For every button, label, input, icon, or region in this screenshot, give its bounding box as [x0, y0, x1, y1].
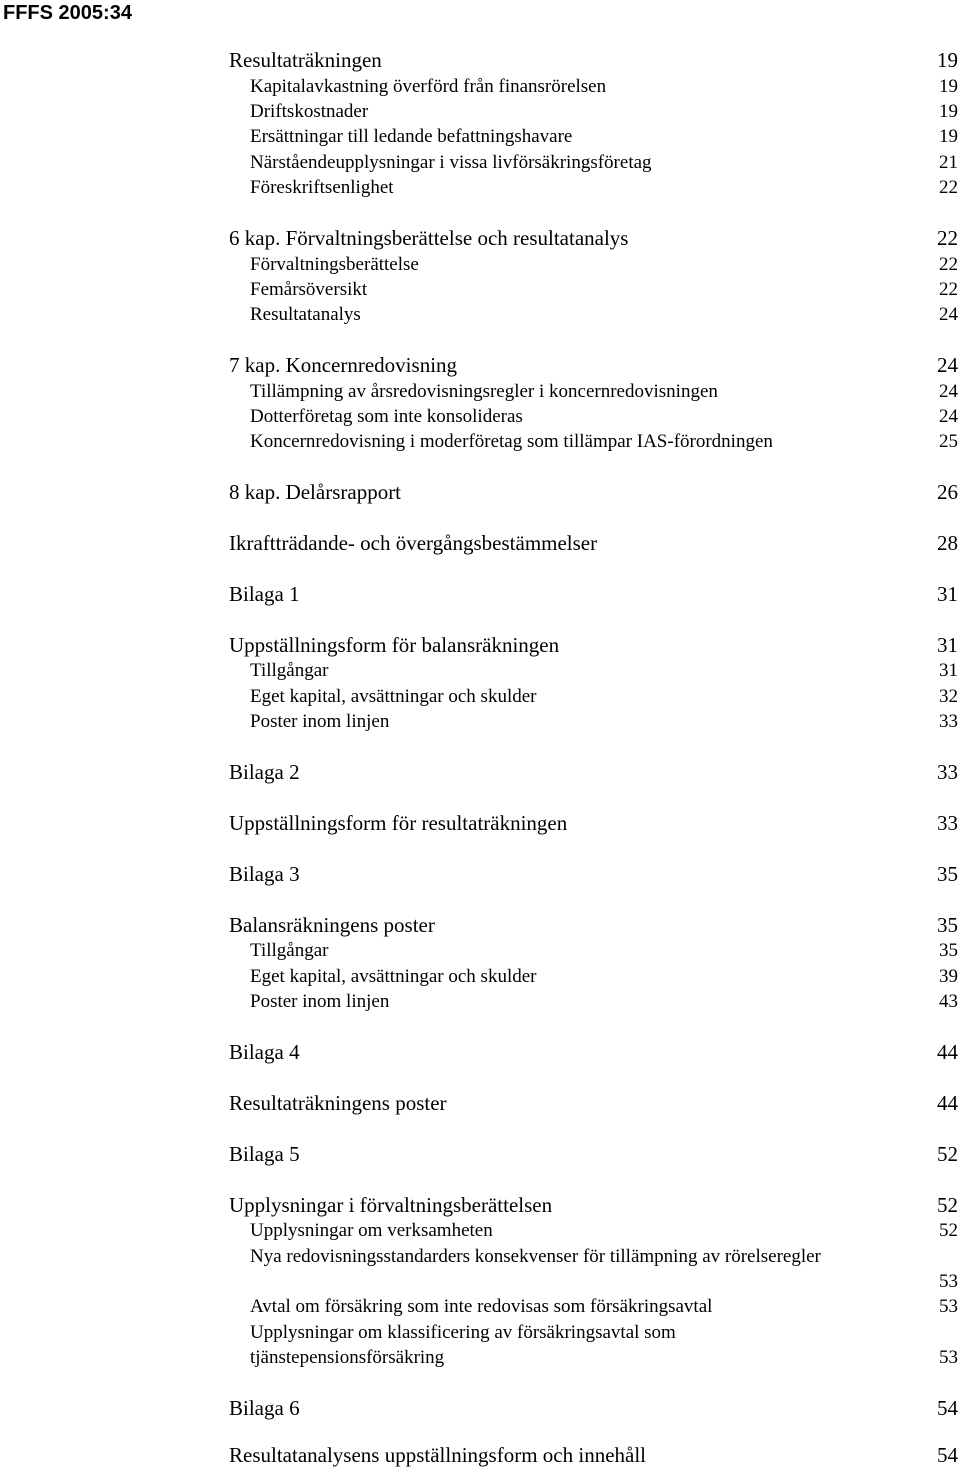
toc-entry — [250, 404, 958, 429]
toc-entry — [250, 1345, 958, 1370]
toc-entry-page: 31 — [939, 660, 958, 681]
toc-entry-page: 24 — [939, 406, 958, 427]
toc-entry-page: 52 — [939, 1220, 958, 1241]
toc-entry-page: 54 — [937, 1443, 958, 1467]
toc-entry — [250, 99, 958, 124]
toc-entry — [250, 989, 958, 1014]
toc-entry-page: 43 — [939, 991, 958, 1012]
toc-entry-page: 53 — [939, 1271, 958, 1292]
toc-entry-page: 22 — [937, 226, 958, 250]
toc-entry — [229, 1193, 958, 1218]
toc-entry-page: 24 — [937, 353, 958, 377]
toc-entry-page: 24 — [939, 381, 958, 402]
toc-entry-title: Resultatanalysens uppställningsform och innehåll — [229, 1443, 647, 1467]
toc-entry-page: 35 — [937, 862, 958, 886]
toc-entry-title: Nya redovisningsstandarders konsekvenser för tillämpning av rörelseregler — [250, 1246, 821, 1267]
toc-entry-page: 33 — [937, 760, 958, 784]
toc-entry-title: tjänstepensionsförsäkring — [250, 1347, 445, 1368]
toc-entry-title: Tillämpning av årsredovisningsregler i koncernredovisningen — [250, 381, 718, 402]
toc-entry-title: 7 kap. Koncernredovisning — [229, 353, 458, 377]
toc-entry — [229, 633, 958, 658]
toc-entry-title: Bilaga 3 — [229, 862, 300, 886]
toc-entry-title: Resultaträkningen — [229, 48, 382, 72]
toc-entry — [250, 277, 958, 302]
toc-entry — [229, 862, 958, 887]
toc-entry-title: Uppställningsform för balansräkningen — [229, 633, 560, 657]
toc-entry — [229, 1040, 958, 1065]
toc-entry — [229, 353, 958, 378]
toc-entry-title: Ikraftträdande- och övergångsbestämmelser — [229, 531, 598, 555]
toc-entry — [250, 709, 958, 734]
toc-entry — [250, 1244, 958, 1269]
toc-entry-title: Resultatanalys — [250, 304, 361, 325]
toc-entry-title: 6 kap. Förvaltningsberättelse och resultatanalys — [229, 226, 629, 250]
toc-entry-page: 22 — [939, 254, 958, 275]
toc-entry-page: 35 — [937, 913, 958, 937]
toc-entry-page: 53 — [939, 1347, 958, 1368]
toc-entry-page: 52 — [937, 1193, 958, 1217]
toc-entry-title: Bilaga 4 — [229, 1040, 300, 1064]
toc-entry-title: 8 kap. Delårsrapport — [229, 480, 402, 504]
toc-entry — [229, 48, 958, 73]
toc-entry — [229, 811, 958, 836]
toc-entry-page: 52 — [937, 1142, 958, 1166]
toc-entry-title: Avtal om försäkring som inte redovisas som försäkringsavtal — [250, 1296, 713, 1317]
toc-entry-page: 19 — [937, 48, 958, 72]
toc-entry-page: 53 — [939, 1296, 958, 1317]
toc-entry — [229, 913, 958, 938]
toc-entry-title: Koncernredovisning i moderföretag som tillämpar IAS-förordningen — [250, 431, 773, 452]
toc-entry-title: Upplysningar om verksamheten — [250, 1220, 493, 1241]
toc-entry-title: Bilaga 6 — [229, 1396, 300, 1420]
toc-entry — [250, 938, 958, 963]
toc-entry-page: 44 — [937, 1040, 958, 1064]
toc-entry-page: 28 — [937, 531, 958, 555]
toc-entry-title: Närståendeupplysningar i vissa livförsäkringsföretag — [250, 152, 652, 173]
toc-entry-title: Uppställningsform för resultaträkningen — [229, 811, 568, 835]
toc-entry-title: Bilaga 5 — [229, 1142, 300, 1166]
toc-entry-page: 19 — [939, 126, 958, 147]
toc-entry-page: 22 — [939, 279, 958, 300]
toc-entry — [229, 1396, 958, 1421]
toc-entry-page: 25 — [939, 431, 958, 452]
toc-entry-page: 19 — [939, 101, 958, 122]
toc-entry-title: Upplysningar i förvaltningsberättelsen — [229, 1193, 553, 1217]
toc-entry — [229, 480, 958, 505]
toc-entry-title: Tillgångar — [250, 660, 329, 681]
toc-entry-title: Femårsöversikt — [250, 279, 368, 300]
toc-entry — [229, 1142, 958, 1167]
toc-entry-title: Driftskostnader — [250, 101, 369, 122]
toc-entry — [229, 582, 958, 607]
toc-entry-title: Dotterföretag som inte konsolideras — [250, 406, 523, 427]
toc-entry — [229, 760, 958, 785]
toc-entry — [250, 124, 958, 149]
toc-entry-title: Eget kapital, avsättningar och skulder — [250, 966, 537, 987]
toc-entry-title: Poster inom linjen — [250, 711, 390, 732]
toc-entry-title: Kapitalavkastning överförd från finansrörelsen — [250, 76, 607, 97]
toc-entry-title: Eget kapital, avsättningar och skulder — [250, 686, 537, 707]
toc-entry — [229, 1091, 958, 1116]
toc-entry — [250, 964, 958, 989]
toc-entry-page: 31 — [937, 633, 958, 657]
toc-entry-page: 19 — [939, 76, 958, 97]
toc-entry — [250, 74, 958, 99]
toc-entry-page: 33 — [937, 811, 958, 835]
toc-entry-page: 26 — [937, 480, 958, 504]
toc-entry — [229, 226, 958, 251]
toc-entry — [250, 302, 958, 327]
toc-entry — [250, 1320, 958, 1345]
toc-entry-page: 39 — [939, 966, 958, 987]
toc-entry-title: Förvaltningsberättelse — [250, 254, 419, 275]
toc-entry-title: Poster inom linjen — [250, 991, 390, 1012]
toc-entry-page: 44 — [937, 1091, 958, 1115]
toc-entry — [250, 175, 958, 200]
document-header: FFFS 2005:34 — [3, 2, 132, 24]
toc-entry — [250, 1269, 958, 1294]
toc-entry-title: Föreskriftsenlighet — [250, 177, 394, 198]
toc-entry-page: 54 — [937, 1396, 958, 1420]
toc-entry-title: Upplysningar om klassificering av försäkringsavtal som — [250, 1322, 676, 1343]
toc-entry — [250, 1218, 958, 1243]
toc-entry-title: Ersättningar till ledande befattningshavare — [250, 126, 573, 147]
toc-entry — [250, 684, 958, 709]
toc-entry-page: 31 — [937, 582, 958, 606]
toc-entry — [250, 1294, 958, 1319]
toc-entry — [250, 150, 958, 175]
toc-entry-page: 32 — [939, 686, 958, 707]
toc-entry — [250, 252, 958, 277]
toc-entry-page: 24 — [939, 304, 958, 325]
toc-entry-page: 35 — [939, 940, 958, 961]
toc-entry-page: 21 — [939, 152, 958, 173]
toc-entry-title: Bilaga 2 — [229, 760, 300, 784]
toc-entry — [250, 379, 958, 404]
toc-entry-page: 33 — [939, 711, 958, 732]
toc-entry-page: 22 — [939, 177, 958, 198]
toc-entry — [229, 1443, 958, 1468]
toc-entry-title: Resultaträkningens poster — [229, 1091, 447, 1115]
toc-entry — [229, 531, 958, 556]
toc-entry-title: Bilaga 1 — [229, 582, 300, 606]
toc-entry-title: Balansräkningens poster — [229, 913, 435, 937]
toc-entry — [250, 429, 958, 454]
toc-entry — [250, 658, 958, 683]
toc-entry-title: Tillgångar — [250, 940, 329, 961]
